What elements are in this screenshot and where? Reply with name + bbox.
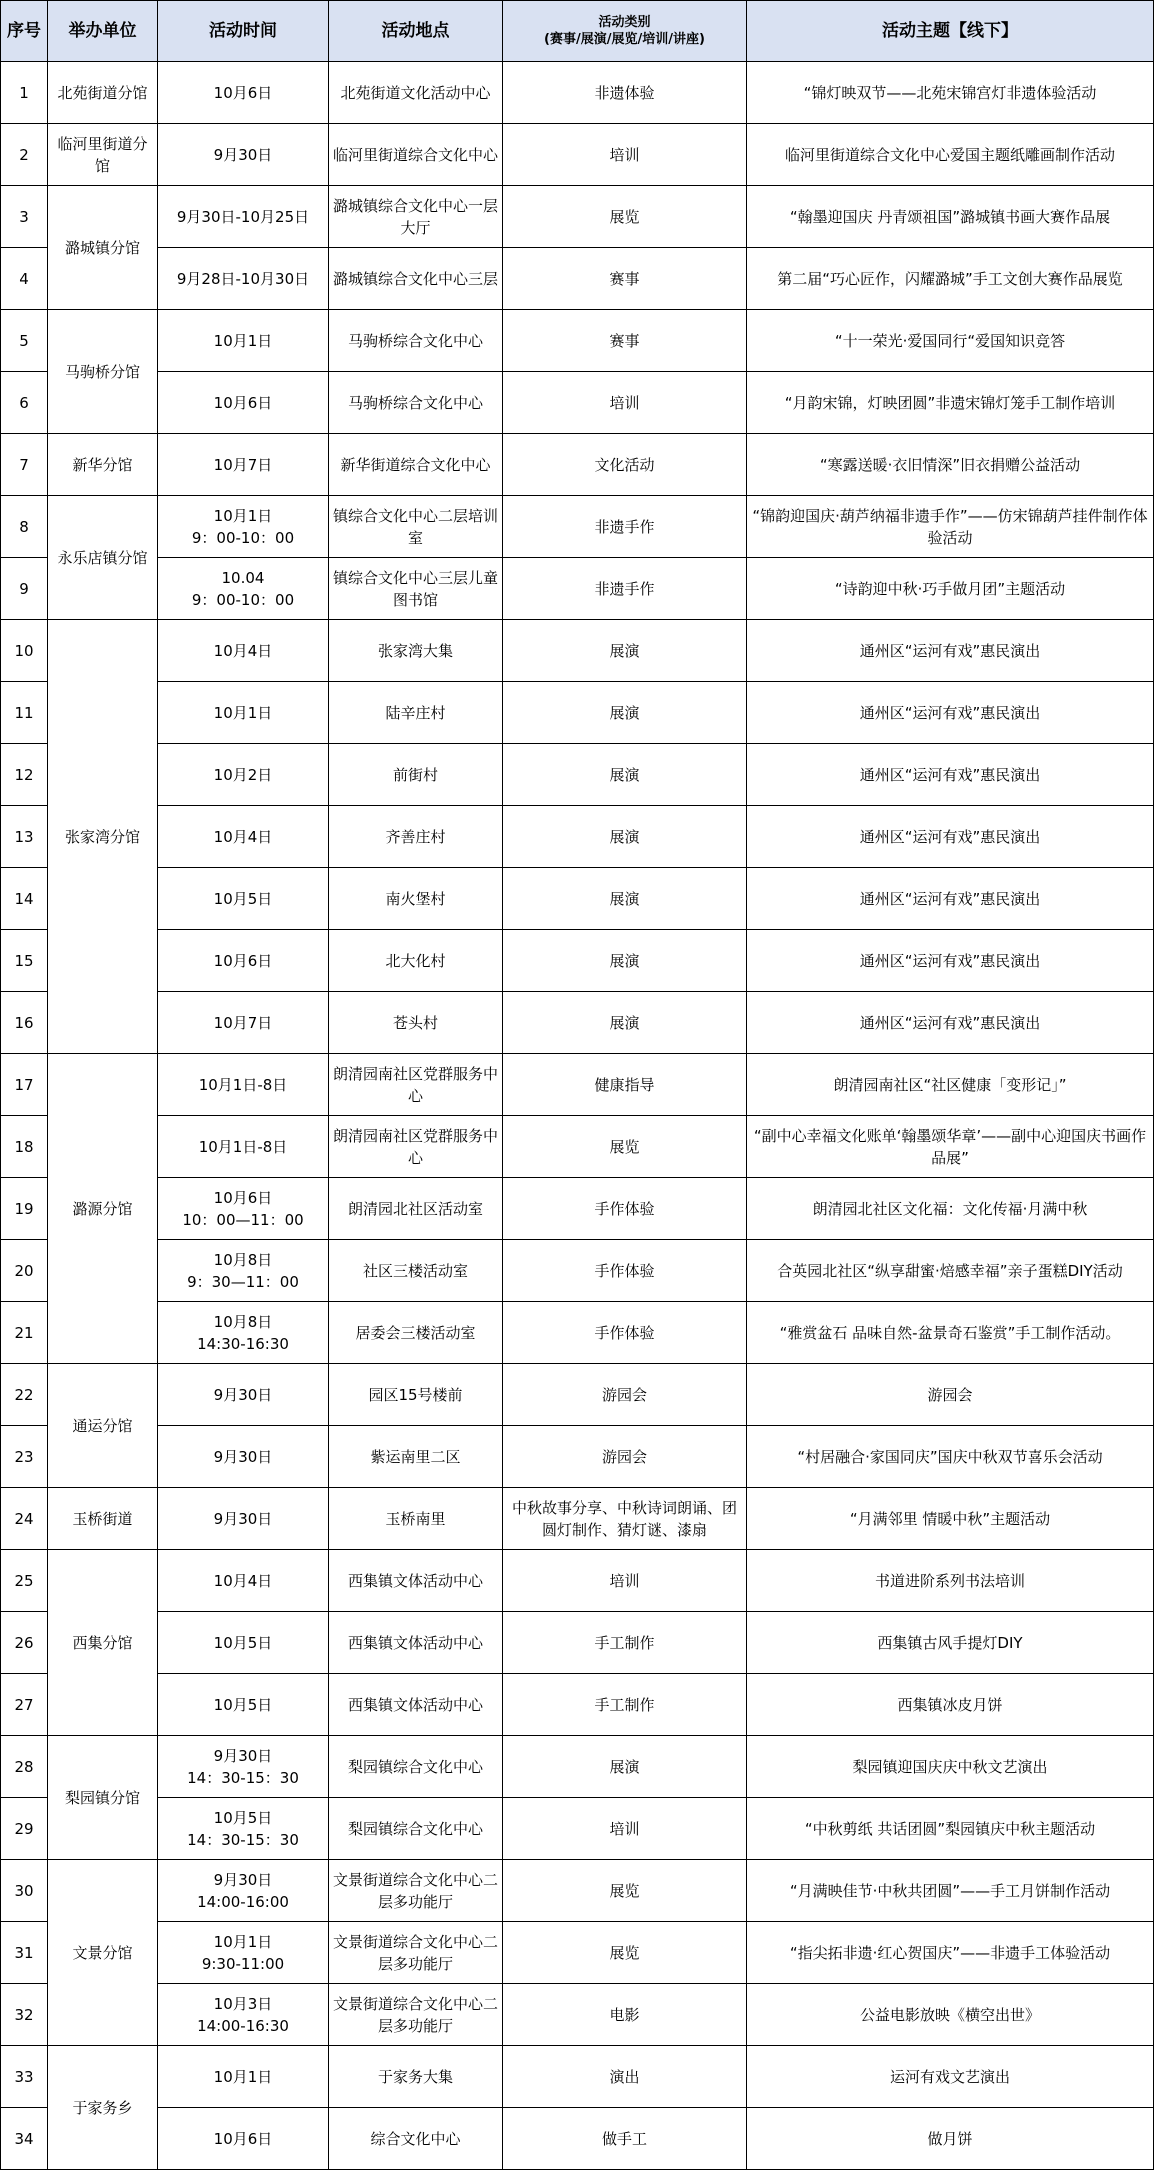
cell-category: 展演 <box>503 806 747 868</box>
cell-theme: 做月饼 <box>747 2108 1154 2170</box>
cell-category: 展览 <box>503 186 747 248</box>
table-row <box>1 558 1154 620</box>
cell-time: 9月28日-10月30日 <box>158 248 329 310</box>
cell-time: 10月1日-8日 <box>158 1116 329 1178</box>
cell-time: 10月5日 <box>158 868 329 930</box>
cell-no: 19 <box>1 1178 48 1240</box>
cell-no: 21 <box>1 1302 48 1364</box>
cell-time: 10月4日 <box>158 806 329 868</box>
header-place: 活动地点 <box>329 1 503 62</box>
cell-theme: “村居融合·家国同庆”国庆中秋双节喜乐会活动 <box>747 1426 1154 1488</box>
cell-place: 梨园镇综合文化中心 <box>329 1736 503 1798</box>
cell-category: 手作体验 <box>503 1240 747 1302</box>
table-row <box>1 620 1154 682</box>
cell-time: 10月8日 9：30—11：00 <box>158 1240 329 1302</box>
table-row <box>1 992 1154 1054</box>
cell-org: 北苑街道分馆 <box>48 62 158 124</box>
table-row <box>1 1364 1154 1426</box>
cell-no: 32 <box>1 1984 48 2046</box>
cell-place: 北大化村 <box>329 930 503 992</box>
cell-place: 马驹桥综合文化中心 <box>329 372 503 434</box>
cell-place: 社区三楼活动室 <box>329 1240 503 1302</box>
cell-theme: “副中心幸福文化账单‘翰墨颂华章’——副中心迎国庆书画作品展” <box>747 1116 1154 1178</box>
cell-org: 张家湾分馆 <box>48 620 158 1054</box>
header-time: 活动时间 <box>158 1 329 62</box>
cell-no: 2 <box>1 124 48 186</box>
cell-time: 10月6日 <box>158 930 329 992</box>
table-row <box>1 1178 1154 1240</box>
cell-no: 10 <box>1 620 48 682</box>
cell-no: 28 <box>1 1736 48 1798</box>
table-row <box>1 1860 1154 1922</box>
cell-no: 20 <box>1 1240 48 1302</box>
cell-no: 4 <box>1 248 48 310</box>
cell-place: 新华街道综合文化中心 <box>329 434 503 496</box>
cell-time: 9月30日-10月25日 <box>158 186 329 248</box>
cell-place: 朗清园南社区党群服务中心 <box>329 1054 503 1116</box>
table-row <box>1 806 1154 868</box>
table-row <box>1 744 1154 806</box>
cell-category: 电影 <box>503 1984 747 2046</box>
table-row <box>1 1984 1154 2046</box>
cell-time: 10月1日-8日 <box>158 1054 329 1116</box>
cell-org: 通运分馆 <box>48 1364 158 1488</box>
cell-category: 游园会 <box>503 1426 747 1488</box>
cell-time: 10月7日 <box>158 992 329 1054</box>
cell-no: 34 <box>1 2108 48 2170</box>
cell-no: 15 <box>1 930 48 992</box>
cell-category: 培训 <box>503 372 747 434</box>
cell-no: 3 <box>1 186 48 248</box>
cell-time: 10月1日 9:30-11:00 <box>158 1922 329 1984</box>
cell-no: 24 <box>1 1488 48 1550</box>
cell-place: 于家务大集 <box>329 2046 503 2108</box>
cell-time: 10月2日 <box>158 744 329 806</box>
cell-place: 西集镇文体活动中心 <box>329 1674 503 1736</box>
cell-org: 玉桥街道 <box>48 1488 158 1550</box>
cell-place: 潞城镇综合文化中心一层大厅 <box>329 186 503 248</box>
cell-place: 张家湾大集 <box>329 620 503 682</box>
cell-theme: 通州区“运河有戏”惠民演出 <box>747 868 1154 930</box>
cell-org: 马驹桥分馆 <box>48 310 158 434</box>
cell-category: 展演 <box>503 1736 747 1798</box>
cell-theme: 梨园镇迎国庆庆中秋文艺演出 <box>747 1736 1154 1798</box>
cell-time: 9月30日 <box>158 1488 329 1550</box>
cell-time: 10月1日 <box>158 2046 329 2108</box>
cell-category: 非遗手作 <box>503 496 747 558</box>
cell-no: 6 <box>1 372 48 434</box>
cell-place: 园区15号楼前 <box>329 1364 503 1426</box>
table-row <box>1 372 1154 434</box>
cell-time: 10月1日 <box>158 310 329 372</box>
cell-category: 展演 <box>503 930 747 992</box>
cell-org: 西集分馆 <box>48 1550 158 1736</box>
cell-place: 前街村 <box>329 744 503 806</box>
cell-category: 文化活动 <box>503 434 747 496</box>
cell-theme: 书道进阶系列书法培训 <box>747 1550 1154 1612</box>
table-row <box>1 62 1154 124</box>
cell-place: 镇综合文化中心三层儿童图书馆 <box>329 558 503 620</box>
cell-no: 1 <box>1 62 48 124</box>
cell-place: 文景街道综合文化中心二层多功能厅 <box>329 1922 503 1984</box>
cell-no: 26 <box>1 1612 48 1674</box>
cell-theme: 公益电影放映《横空出世》 <box>747 1984 1154 2046</box>
cell-category: 手工制作 <box>503 1612 747 1674</box>
cell-time: 10月6日 <box>158 372 329 434</box>
table-row <box>1 868 1154 930</box>
cell-theme: “翰墨迎国庆 丹青颂祖国”潞城镇书画大赛作品展 <box>747 186 1154 248</box>
cell-theme: 运河有戏文艺演出 <box>747 2046 1154 2108</box>
cell-theme: “十一荣光·爱国同行“爱国知识竞答 <box>747 310 1154 372</box>
cell-no: 17 <box>1 1054 48 1116</box>
table-body <box>1 62 1154 2170</box>
cell-theme: 朗清园北社区文化福：文化传福·月满中秋 <box>747 1178 1154 1240</box>
cell-category: 做手工 <box>503 2108 747 2170</box>
cell-theme: 西集镇古风手提灯DIY <box>747 1612 1154 1674</box>
cell-time: 10月5日 14：30-15：30 <box>158 1798 329 1860</box>
cell-place: 齐善庄村 <box>329 806 503 868</box>
cell-no: 25 <box>1 1550 48 1612</box>
cell-category: 赛事 <box>503 248 747 310</box>
table-row <box>1 1302 1154 1364</box>
cell-place: 潞城镇综合文化中心三层 <box>329 248 503 310</box>
cell-no: 9 <box>1 558 48 620</box>
cell-time: 10月6日 <box>158 2108 329 2170</box>
cell-no: 18 <box>1 1116 48 1178</box>
table-row <box>1 124 1154 186</box>
header-category <box>503 1 747 62</box>
cell-no: 31 <box>1 1922 48 1984</box>
table-header <box>1 1 1154 62</box>
cell-theme: 合英园北社区“纵享甜蜜·焙感幸福”亲子蛋糕DIY活动 <box>747 1240 1154 1302</box>
cell-org: 永乐店镇分馆 <box>48 496 158 620</box>
cell-no: 33 <box>1 2046 48 2108</box>
cell-time: 10月5日 <box>158 1674 329 1736</box>
cell-place: 西集镇文体活动中心 <box>329 1550 503 1612</box>
table-row <box>1 1798 1154 1860</box>
cell-place: 梨园镇综合文化中心 <box>329 1798 503 1860</box>
cell-theme: “月满邻里 情暖中秋”主题活动 <box>747 1488 1154 1550</box>
cell-theme: “指尖拓非遗·红心贺国庆”——非遗手工体验活动 <box>747 1922 1154 1984</box>
table-row <box>1 2108 1154 2170</box>
cell-theme: “月满映佳节·中秋共团圆”——手工月饼制作活动 <box>747 1860 1154 1922</box>
cell-time: 10月4日 <box>158 1550 329 1612</box>
cell-category: 展览 <box>503 1922 747 1984</box>
cell-category: 培训 <box>503 1798 747 1860</box>
table-row <box>1 682 1154 744</box>
cell-place: 文景街道综合文化中心二层多功能厅 <box>329 1860 503 1922</box>
cell-place: 北苑街道文化活动中心 <box>329 62 503 124</box>
cell-time: 10月6日 10：00—11：00 <box>158 1178 329 1240</box>
cell-org: 新华分馆 <box>48 434 158 496</box>
cell-theme: “锦灯映双节——北苑宋锦宫灯非遗体验活动 <box>747 62 1154 124</box>
cell-category: 培训 <box>503 124 747 186</box>
cell-org: 于家务乡 <box>48 2046 158 2170</box>
cell-category: 游园会 <box>503 1364 747 1426</box>
cell-category: 展览 <box>503 1116 747 1178</box>
cell-place: 西集镇文体活动中心 <box>329 1612 503 1674</box>
header-category-line2: (赛事/展演/展览/培训/讲座) <box>544 32 705 47</box>
header-theme: 活动主题【线下】 <box>747 1 1154 62</box>
cell-time: 9月30日 14：30-15：30 <box>158 1736 329 1798</box>
table-row <box>1 434 1154 496</box>
cell-org: 梨园镇分馆 <box>48 1736 158 1860</box>
cell-place: 苍头村 <box>329 992 503 1054</box>
cell-time: 10月1日 <box>158 682 329 744</box>
cell-org: 文景分馆 <box>48 1860 158 2046</box>
table-row <box>1 1426 1154 1488</box>
cell-place: 马驹桥综合文化中心 <box>329 310 503 372</box>
cell-time: 9月30日 <box>158 1364 329 1426</box>
cell-place: 居委会三楼活动室 <box>329 1302 503 1364</box>
table-row <box>1 310 1154 372</box>
cell-theme: “中秋剪纸 共话团圆”梨园镇庆中秋主题活动 <box>747 1798 1154 1860</box>
table-row <box>1 1240 1154 1302</box>
cell-place: 南火堡村 <box>329 868 503 930</box>
table-row <box>1 1922 1154 1984</box>
cell-category: 手作体验 <box>503 1302 747 1364</box>
cell-no: 27 <box>1 1674 48 1736</box>
cell-place: 朗清园北社区活动室 <box>329 1178 503 1240</box>
cell-theme: 西集镇冰皮月饼 <box>747 1674 1154 1736</box>
cell-time: 10月7日 <box>158 434 329 496</box>
table-row <box>1 248 1154 310</box>
cell-category: 培训 <box>503 1550 747 1612</box>
cell-theme: “寒露送暖·衣旧情深”旧衣捐赠公益活动 <box>747 434 1154 496</box>
cell-time: 9月30日 14:00-16:00 <box>158 1860 329 1922</box>
cell-org: 临河里街道分馆 <box>48 124 158 186</box>
cell-category: 展演 <box>503 992 747 1054</box>
cell-category: 展演 <box>503 682 747 744</box>
table-row <box>1 186 1154 248</box>
cell-place: 陆辛庄村 <box>329 682 503 744</box>
table-row <box>1 2046 1154 2108</box>
table-row <box>1 1674 1154 1736</box>
table-row <box>1 1550 1154 1612</box>
cell-theme: 第二届“巧心匠作，闪耀潞城”手工文创大赛作品展览 <box>747 248 1154 310</box>
cell-place: 临河里街道综合文化中心 <box>329 124 503 186</box>
cell-no: 22 <box>1 1364 48 1426</box>
cell-category: 非遗体验 <box>503 62 747 124</box>
cell-no: 13 <box>1 806 48 868</box>
cell-org: 潞城镇分馆 <box>48 186 158 310</box>
cell-theme: 通州区“运河有戏”惠民演出 <box>747 744 1154 806</box>
table-row <box>1 1116 1154 1178</box>
cell-theme: “锦韵迎国庆·葫芦纳福非遗手作”——仿宋锦葫芦挂件制作体验活动 <box>747 496 1154 558</box>
table-row <box>1 1054 1154 1116</box>
cell-time: 10月8日 14:30-16:30 <box>158 1302 329 1364</box>
cell-time: 10.04 9：00-10：00 <box>158 558 329 620</box>
table-row <box>1 496 1154 558</box>
cell-no: 7 <box>1 434 48 496</box>
cell-place: 玉桥南里 <box>329 1488 503 1550</box>
cell-theme: 通州区“运河有戏”惠民演出 <box>747 682 1154 744</box>
cell-theme: “雅赏盆石 品味自然-盆景奇石鉴赏”手工制作活动。 <box>747 1302 1154 1364</box>
cell-time: 10月5日 <box>158 1612 329 1674</box>
cell-no: 23 <box>1 1426 48 1488</box>
cell-theme: 朗清园南社区“社区健康「变形记」” <box>747 1054 1154 1116</box>
cell-category: 展演 <box>503 744 747 806</box>
cell-no: 11 <box>1 682 48 744</box>
cell-category: 展演 <box>503 868 747 930</box>
header-category-line1: 活动类别 <box>598 15 651 30</box>
cell-place: 朗清园南社区党群服务中心 <box>329 1116 503 1178</box>
cell-theme: “月韵宋锦，灯映团圆”非遗宋锦灯笼手工制作培训 <box>747 372 1154 434</box>
cell-category: 中秋故事分享、中秋诗词朗诵、团圆灯制作、猜灯谜、漆扇 <box>503 1488 747 1550</box>
cell-category: 手工制作 <box>503 1674 747 1736</box>
cell-category: 非遗手作 <box>503 558 747 620</box>
cell-no: 12 <box>1 744 48 806</box>
cell-time: 10月1日 9：00-10：00 <box>158 496 329 558</box>
cell-time: 9月30日 <box>158 1426 329 1488</box>
cell-category: 展览 <box>503 1860 747 1922</box>
table-row <box>1 1612 1154 1674</box>
cell-theme: 通州区“运河有戏”惠民演出 <box>747 806 1154 868</box>
cell-category: 展演 <box>503 620 747 682</box>
cell-theme: 通州区“运河有戏”惠民演出 <box>747 992 1154 1054</box>
header-org: 举办单位 <box>48 1 158 62</box>
cell-theme: “诗韵迎中秋·巧手做月团”主题活动 <box>747 558 1154 620</box>
cell-org: 潞源分馆 <box>48 1054 158 1364</box>
cell-no: 16 <box>1 992 48 1054</box>
cell-time: 10月6日 <box>158 62 329 124</box>
cell-no: 30 <box>1 1860 48 1922</box>
cell-theme: 游园会 <box>747 1364 1154 1426</box>
table-row <box>1 1488 1154 1550</box>
cell-category: 手作体验 <box>503 1178 747 1240</box>
cell-no: 14 <box>1 868 48 930</box>
cell-category: 演出 <box>503 2046 747 2108</box>
cell-place: 镇综合文化中心二层培训室 <box>329 496 503 558</box>
table-row <box>1 930 1154 992</box>
cell-no: 5 <box>1 310 48 372</box>
cell-no: 8 <box>1 496 48 558</box>
cell-place: 紫运南里二区 <box>329 1426 503 1488</box>
cell-no: 29 <box>1 1798 48 1860</box>
cell-time: 10月4日 <box>158 620 329 682</box>
header-no: 序号 <box>1 1 48 62</box>
table-row <box>1 1736 1154 1798</box>
cell-time: 10月3日 14:00-16:30 <box>158 1984 329 2046</box>
cell-place: 综合文化中心 <box>329 2108 503 2170</box>
cell-category: 健康指导 <box>503 1054 747 1116</box>
cell-theme: 通州区“运河有戏”惠民演出 <box>747 930 1154 992</box>
cell-theme: 通州区“运河有戏”惠民演出 <box>747 620 1154 682</box>
cell-time: 9月30日 <box>158 124 329 186</box>
cell-category: 赛事 <box>503 310 747 372</box>
cell-place: 文景街道综合文化中心二层多功能厅 <box>329 1984 503 2046</box>
cell-theme: 临河里街道综合文化中心爱国主题纸雕画制作活动 <box>747 124 1154 186</box>
